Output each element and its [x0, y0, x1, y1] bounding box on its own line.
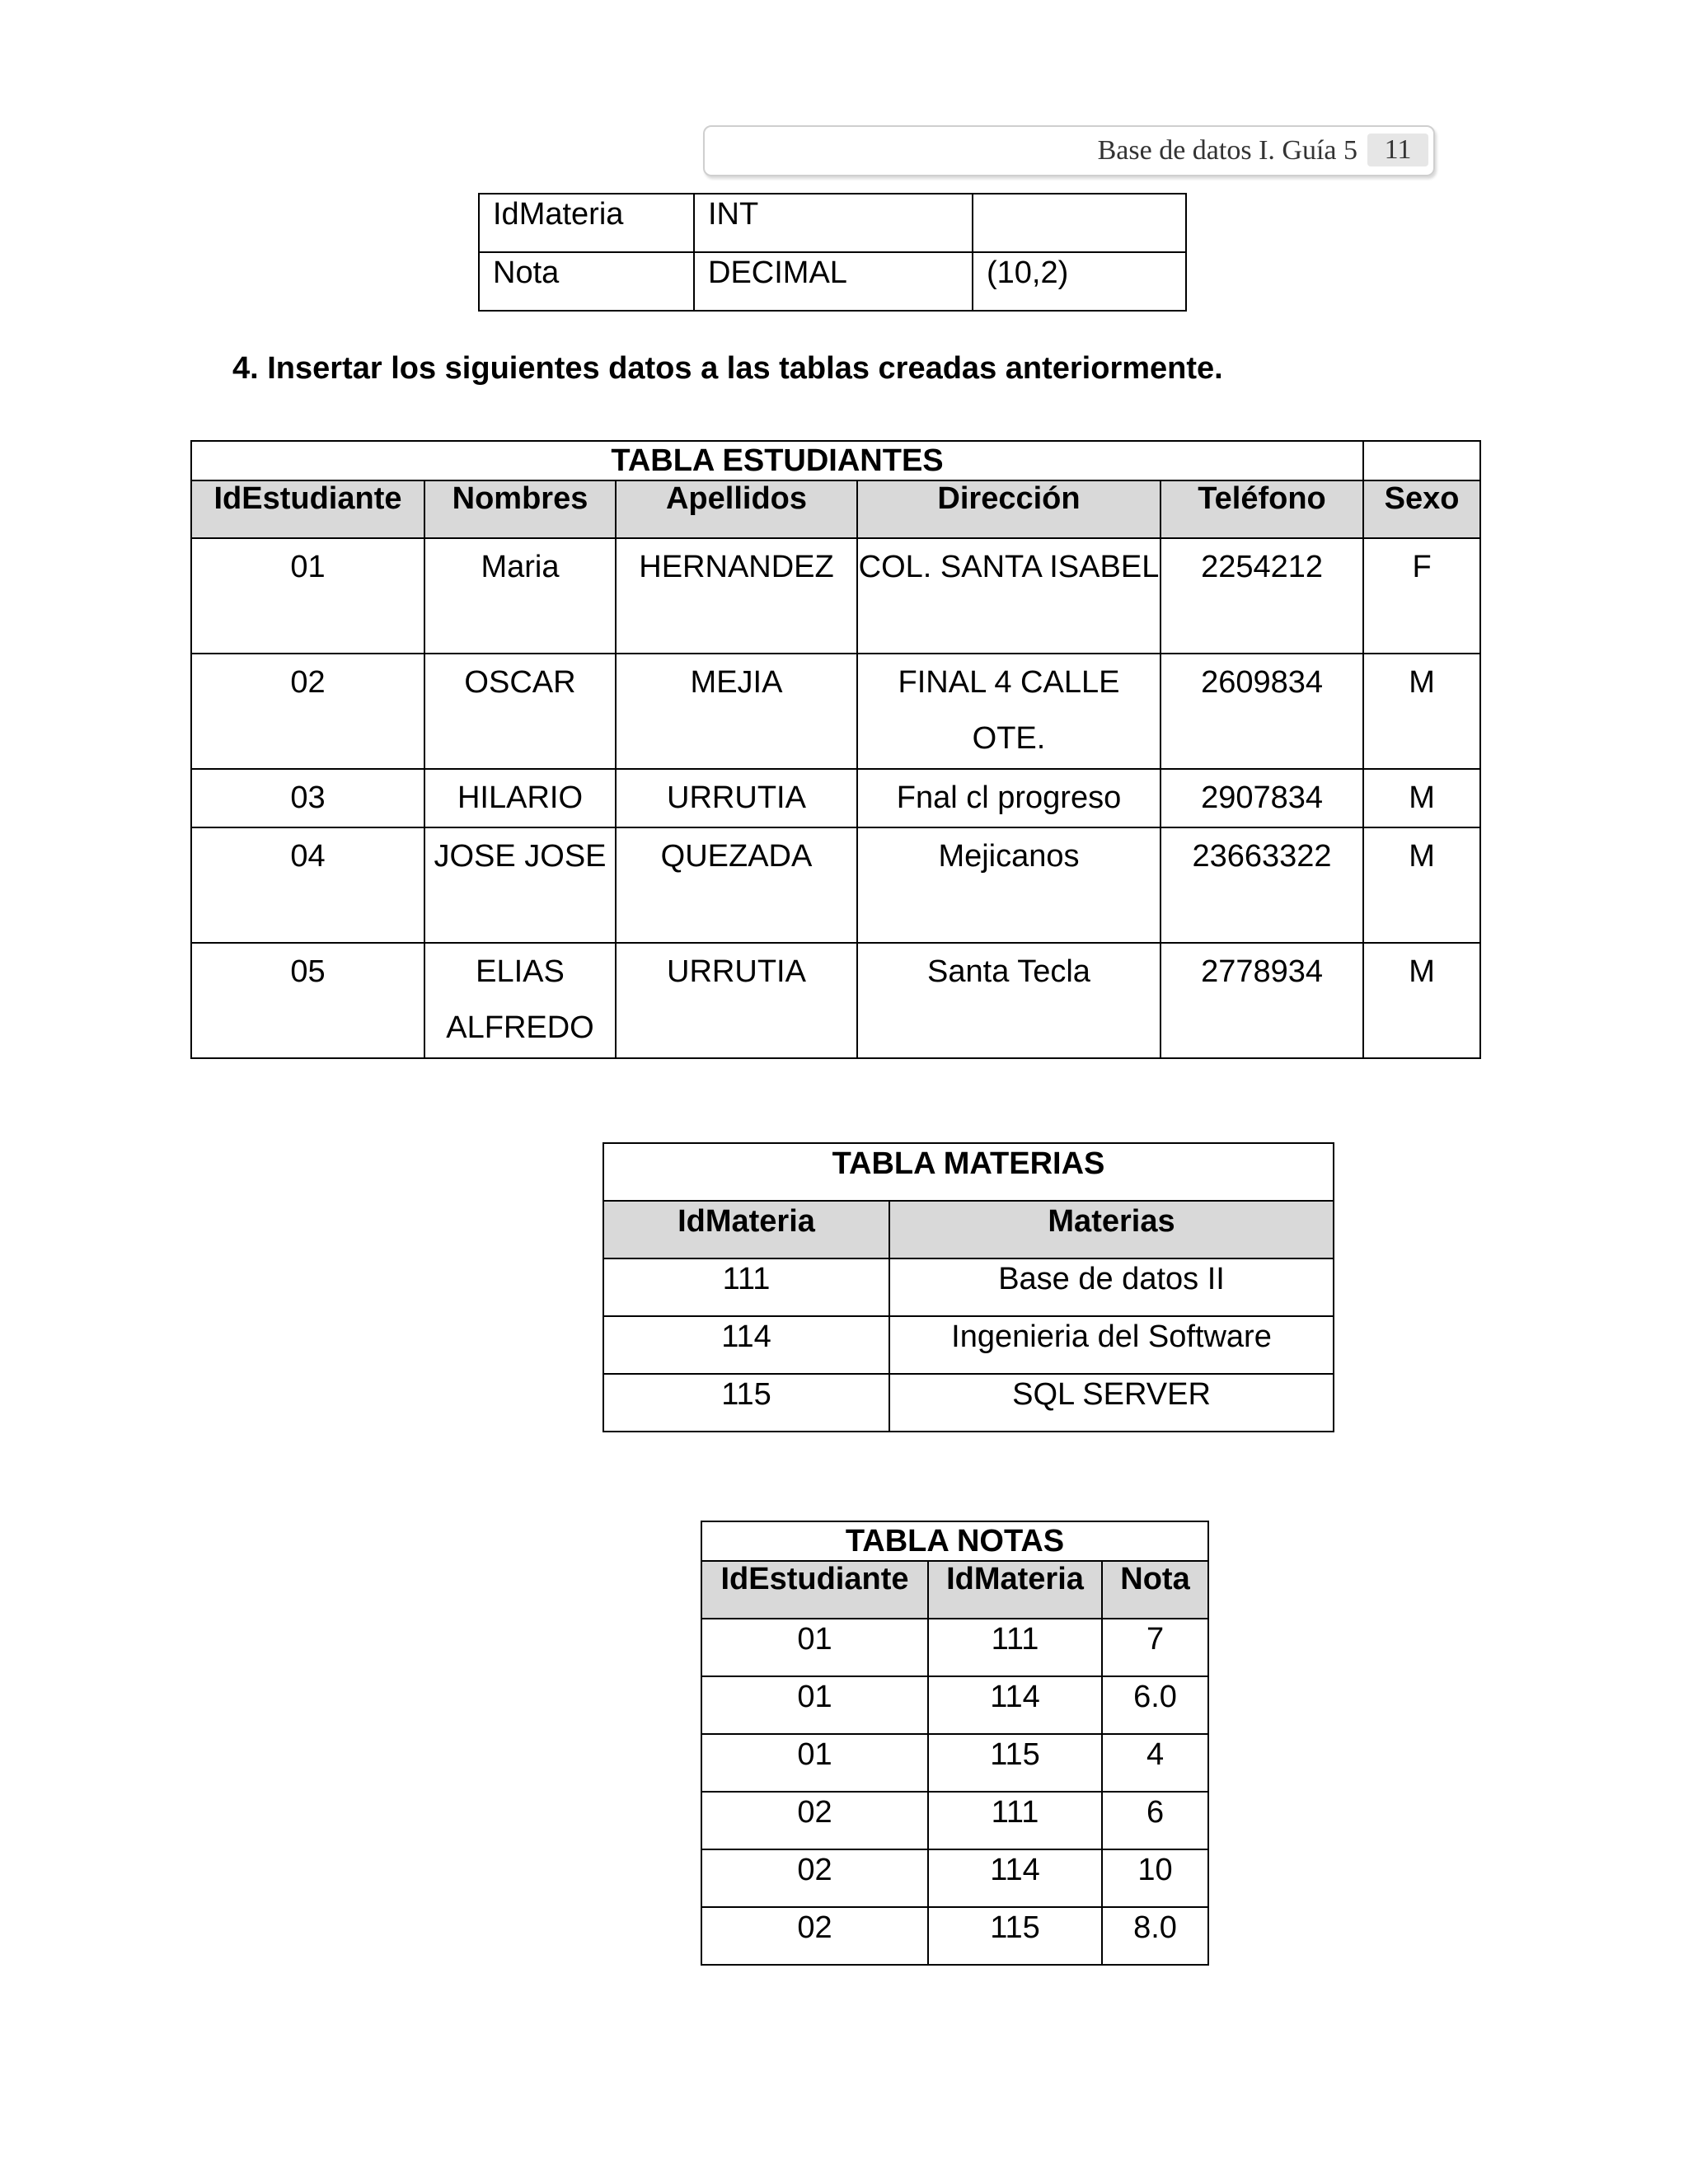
table-cell: 7: [1102, 1619, 1208, 1676]
caption-row: [701, 1521, 1208, 1561]
table-cell: M: [1363, 769, 1480, 827]
table-cell: HERNANDEZ: [616, 538, 857, 654]
materias-table: [603, 1142, 1334, 1432]
table-cell: 2907834: [1160, 769, 1363, 827]
header-row: [191, 480, 1480, 538]
table-cell: 111: [928, 1619, 1102, 1676]
table-cell: 23663322: [1160, 827, 1363, 943]
table-row: [191, 769, 1480, 827]
table-row: [701, 1676, 1208, 1734]
table-cell: 02: [701, 1792, 928, 1849]
table-row: [603, 1316, 1334, 1374]
table-cell: 02: [191, 654, 424, 769]
table-row: [701, 1619, 1208, 1676]
table-cell: 115: [928, 1734, 1102, 1792]
table-row: [701, 1792, 1208, 1849]
table-cell: OSCAR: [424, 654, 616, 769]
table-cell: QUEZADA: [616, 827, 857, 943]
column-header: IdMateria: [928, 1561, 1102, 1619]
table-cell: 6.0: [1102, 1676, 1208, 1734]
table-cell: Base de datos II: [889, 1258, 1334, 1316]
table-cell: SQL SERVER: [889, 1374, 1334, 1432]
structure-table: [478, 193, 1187, 312]
page-number: 11: [1367, 134, 1428, 166]
table-row: [479, 252, 1186, 311]
column-header: Teléfono: [1160, 480, 1363, 538]
table-cell: IdMateria: [479, 194, 694, 252]
table-cell: 05: [191, 943, 424, 1058]
table-cell: [1363, 441, 1480, 480]
caption-row: [603, 1143, 1334, 1201]
page-header: [703, 125, 1435, 176]
table-cell: JOSE JOSE: [424, 827, 616, 943]
table-cell: 01: [191, 538, 424, 654]
table-cell: M: [1363, 827, 1480, 943]
table-cell: (10,2): [973, 252, 1186, 311]
table-row: [191, 943, 1480, 1058]
table-cell: 111: [603, 1258, 889, 1316]
column-header: Dirección: [857, 480, 1160, 538]
table-cell: MEJIA: [616, 654, 857, 769]
column-header: IdMateria: [603, 1201, 889, 1258]
table-cell: INT: [694, 194, 973, 252]
table-cell: 111: [928, 1792, 1102, 1849]
header-title: Base de datos I. Guía 5: [1097, 135, 1357, 166]
header-row: [701, 1561, 1208, 1619]
table-cell: 115: [603, 1374, 889, 1432]
table-row: [479, 194, 1186, 252]
column-header: IdEstudiante: [701, 1561, 928, 1619]
table-row: [191, 654, 1480, 769]
table-cell: Ingenieria del Software: [889, 1316, 1334, 1374]
table-row: [191, 827, 1480, 943]
table-row: [701, 1849, 1208, 1907]
table-cell: Santa Tecla: [857, 943, 1160, 1058]
table-cell: 2254212: [1160, 538, 1363, 654]
table-cell: URRUTIA: [616, 769, 857, 827]
table-cell: 6: [1102, 1792, 1208, 1849]
notas-title: TABLA NOTAS: [701, 1521, 1208, 1561]
caption-row: [191, 441, 1480, 480]
table-cell: ELIAS ALFREDO: [424, 943, 616, 1058]
table-cell: 04: [191, 827, 424, 943]
table-cell: 114: [928, 1849, 1102, 1907]
table-cell: 02: [701, 1907, 928, 1965]
table-cell: FINAL 4 CALLE OTE.: [857, 654, 1160, 769]
materias-title: TABLA MATERIAS: [603, 1143, 1334, 1201]
table-cell: 4: [1102, 1734, 1208, 1792]
table-cell: Nota: [479, 252, 694, 311]
table-cell: 01: [701, 1619, 928, 1676]
table-cell: COL. SANTA ISABEL: [857, 538, 1160, 654]
table-cell: 10: [1102, 1849, 1208, 1907]
table-row: [603, 1374, 1334, 1432]
table-cell: 01: [701, 1734, 928, 1792]
table-cell: [973, 194, 1186, 252]
table-cell: F: [1363, 538, 1480, 654]
table-cell: Mejicanos: [857, 827, 1160, 943]
column-header: IdEstudiante: [191, 480, 424, 538]
table-cell: 03: [191, 769, 424, 827]
table-cell: 2609834: [1160, 654, 1363, 769]
column-header: Nombres: [424, 480, 616, 538]
table-cell: DECIMAL: [694, 252, 973, 311]
table-cell: M: [1363, 654, 1480, 769]
estudiantes-table: [190, 440, 1481, 1059]
table-cell: 114: [928, 1676, 1102, 1734]
table-row: [603, 1258, 1334, 1316]
table-cell: 115: [928, 1907, 1102, 1965]
column-header: Materias: [889, 1201, 1334, 1258]
table-row: [191, 538, 1480, 654]
table-cell: Maria: [424, 538, 616, 654]
table-cell: 02: [701, 1849, 928, 1907]
notas-table: [701, 1521, 1209, 1966]
estudiantes-title: TABLA ESTUDIANTES: [191, 441, 1363, 480]
column-header: Sexo: [1363, 480, 1480, 538]
column-header: Apellidos: [616, 480, 857, 538]
table-cell: 114: [603, 1316, 889, 1374]
table-row: [701, 1734, 1208, 1792]
column-header: Nota: [1102, 1561, 1208, 1619]
table-cell: HILARIO: [424, 769, 616, 827]
table-cell: URRUTIA: [616, 943, 857, 1058]
header-row: [603, 1201, 1334, 1258]
table-cell: 2778934: [1160, 943, 1363, 1058]
table-cell: M: [1363, 943, 1480, 1058]
table-cell: 8.0: [1102, 1907, 1208, 1965]
section-title: 4. Insertar los siguientes datos a las tablas creadas anteriormente.: [232, 351, 1223, 386]
table-cell: 01: [701, 1676, 928, 1734]
table-row: [701, 1907, 1208, 1965]
table-cell: Fnal cl progreso: [857, 769, 1160, 827]
